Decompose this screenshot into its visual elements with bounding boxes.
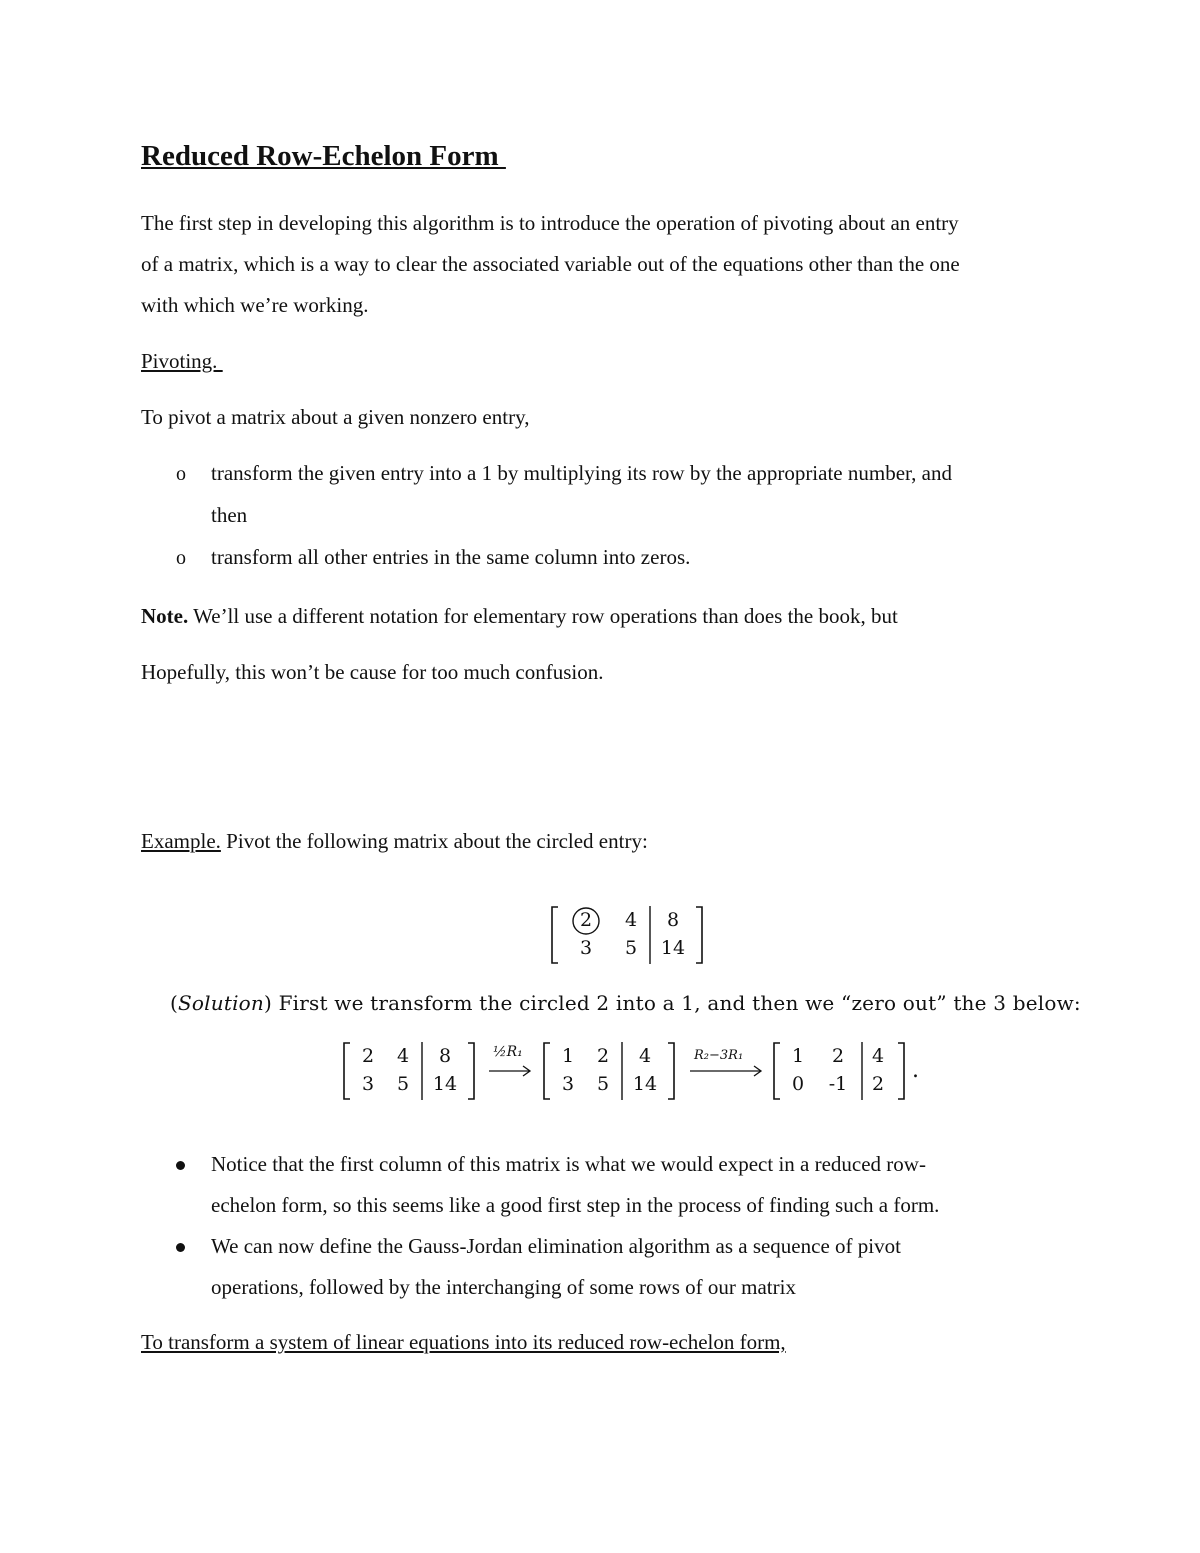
solution-matrix-1 bbox=[340, 1040, 480, 1102]
note-bullet-1-line-1: Notice that the first column of this matrix is what we would expect in a reduced row- bbox=[211, 1152, 926, 1176]
matrix-cell: 1 bbox=[791, 1045, 805, 1067]
row-op-arrow-2 bbox=[686, 1044, 766, 1084]
note-label: Note. bbox=[141, 604, 189, 628]
intro-line-1: The first step in developing this algorithm is to introduce the operation of pivoting about an entry bbox=[141, 211, 959, 235]
solution-text: First we transform the circled 2 into a 1, and then we “zero out” the 3 below: bbox=[272, 991, 1081, 1015]
note-paragraph bbox=[141, 604, 898, 629]
pivoting-heading: Pivoting. bbox=[141, 349, 223, 373]
solution-matrix-3 bbox=[770, 1040, 910, 1102]
bullet-icon bbox=[176, 1243, 185, 1252]
pivot-step-2: transform all other entries in the same column into zeros. bbox=[211, 545, 691, 569]
equation-period: . bbox=[912, 1058, 919, 1083]
solution-label: Solution bbox=[178, 991, 264, 1015]
list-marker-o: o bbox=[176, 547, 186, 569]
intro-line-2: of a matrix, which is a way to clear the associated variable out of the equations other than the one bbox=[141, 252, 960, 276]
row-op-arrow-1 bbox=[485, 1044, 535, 1084]
example-matrix bbox=[548, 904, 708, 966]
matrix-cell: 5 bbox=[624, 937, 638, 959]
arrow-icon bbox=[485, 1044, 535, 1084]
matrix-cell: 3 bbox=[579, 937, 593, 959]
solution-line bbox=[170, 991, 1081, 1015]
matrix-cell: 4 bbox=[638, 1045, 652, 1067]
matrix-cell: -1 bbox=[828, 1073, 848, 1095]
matrix-cell: 3 bbox=[561, 1073, 575, 1095]
matrix-cell: 8 bbox=[666, 909, 680, 931]
matrix-cell: 14 bbox=[660, 937, 686, 959]
matrix-cell: 5 bbox=[396, 1073, 410, 1095]
matrix-cell: 2 bbox=[596, 1045, 610, 1067]
note-bullet-2-line-1: We can now define the Gauss-Jordan elimination algorithm as a sequence of pivot bbox=[211, 1234, 901, 1258]
matrix-cell: 8 bbox=[438, 1045, 452, 1067]
pivot-intro: To pivot a matrix about a given nonzero entry, bbox=[141, 405, 530, 429]
example-text: Pivot the following matrix about the circled entry: bbox=[220, 829, 648, 853]
matrix-cell: 2 bbox=[361, 1045, 375, 1067]
intro-line-3: with which we’re working. bbox=[141, 293, 369, 317]
matrix-cell: 1 bbox=[561, 1045, 575, 1067]
matrix-cell: 2 bbox=[871, 1073, 885, 1095]
closing-heading: To transform a system of linear equations into its reduced row-echelon form, bbox=[141, 1330, 786, 1354]
solution-paren-open: ( bbox=[170, 991, 179, 1015]
matrix-cell: 14 bbox=[632, 1073, 658, 1095]
matrix-cell: 5 bbox=[596, 1073, 610, 1095]
example-paragraph bbox=[141, 829, 648, 854]
note-line-2: Hopefully, this won’t be cause for too much confusion. bbox=[141, 660, 604, 684]
matrix-cell: 14 bbox=[432, 1073, 458, 1095]
matrix-cell: 4 bbox=[396, 1045, 410, 1067]
solution-paren-close: ) bbox=[264, 991, 273, 1015]
note-bullet-2-line-2: operations, followed by the interchanging of some rows of our matrix bbox=[211, 1275, 796, 1299]
matrix-cell: 0 bbox=[791, 1073, 805, 1095]
matrix-cell: 4 bbox=[871, 1045, 885, 1067]
solution-matrix-2 bbox=[540, 1040, 680, 1102]
pivot-step-1-line-1: transform the given entry into a 1 by multiplying its row by the appropriate number, and bbox=[211, 461, 952, 485]
note-text: We’ll use a different notation for elementary row operations than does the book, but bbox=[188, 604, 898, 628]
bullet-icon bbox=[176, 1161, 185, 1170]
page-title: Reduced Row-Echelon Form bbox=[141, 140, 506, 172]
row-op-label-2: R₂−3R₁ bbox=[694, 1048, 744, 1063]
list-marker-o: o bbox=[176, 463, 186, 485]
matrix-cell: 3 bbox=[361, 1073, 375, 1095]
row-op-label-1: ½R₁ bbox=[493, 1044, 523, 1060]
matrix-cell: 2 bbox=[831, 1045, 845, 1067]
note-bullet-1-line-2: echelon form, so this seems like a good first step in the process of finding such a form. bbox=[211, 1193, 940, 1217]
example-label: Example. bbox=[141, 829, 221, 853]
arrow-icon bbox=[686, 1044, 766, 1084]
pivot-step-1-line-2: then bbox=[211, 503, 248, 527]
matrix-cell: 4 bbox=[624, 909, 638, 931]
matrix-cell: 2 bbox=[579, 909, 593, 931]
